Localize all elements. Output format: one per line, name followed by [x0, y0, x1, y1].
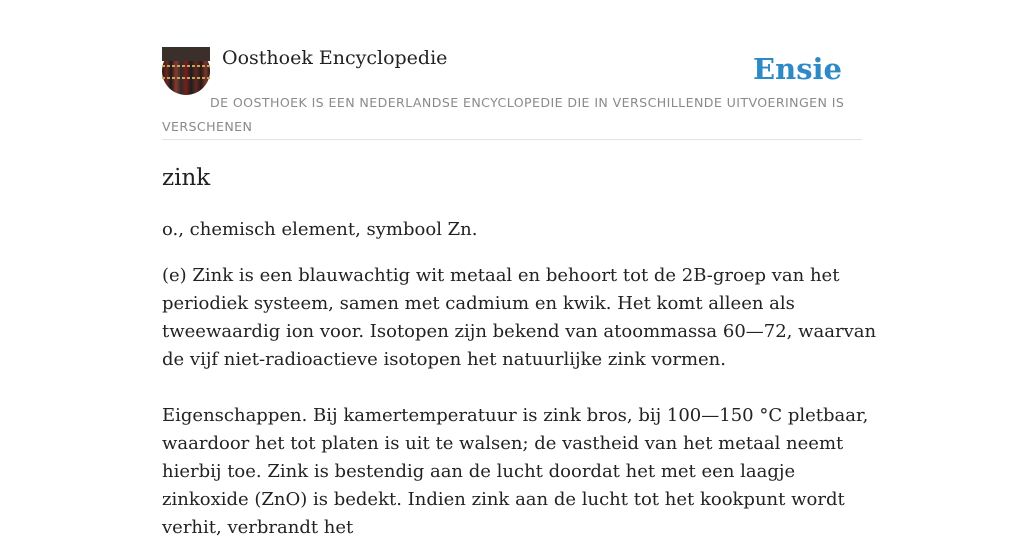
- brand-logo[interactable]: Ensie: [753, 52, 842, 86]
- site-title[interactable]: Oosthoek Encyclopedie: [222, 47, 448, 69]
- entry-paragraph: (e) Zink is een blauwachtig wit metaal en behoort tot de 2B-groep van het periodiek systeem, samen met cadmium en kwik. Het komt alleen als tweewaardig ion voor. Isotopen zijn bekend van atoommassa 60—72, waarvan de vijf niet-radioactieve isotopen het natuurlijke zink vormen.: [162, 265, 877, 370]
- avatar-gold-band: [162, 65, 210, 67]
- avatar-gold-band: [162, 77, 210, 79]
- entry-body: [162, 262, 882, 542]
- avatar-shelf: [162, 47, 210, 61]
- site-header: [162, 46, 862, 140]
- entry-content: [162, 160, 882, 542]
- entry-paragraph: Eigenschappen. Bij kamertemperatuur is zink bros, bij 100—150 °C pletbaar, waardoor het tot platen is uit te walsen; de vastheid van het metaal neemt hierbij toe. Zink is bestendig aan de lucht doordat het met een laagje zinkoxide (ZnO) is bedekt. Indien zink aan de lucht tot het kookpunt wordt verhit, verbrandt het: [162, 405, 869, 538]
- site-avatar[interactable]: [162, 47, 210, 95]
- site-tagline: DE OOSTHOEK IS EEN NEDERLANDSE ENCYCLOPEDIE DIE IN VERSCHILLENDE UITVOERINGEN IS VERSCHENEN: [162, 95, 845, 134]
- entry-title: zink: [162, 165, 211, 191]
- entry-summary: o., chemisch element, symbool Zn.: [162, 219, 478, 240]
